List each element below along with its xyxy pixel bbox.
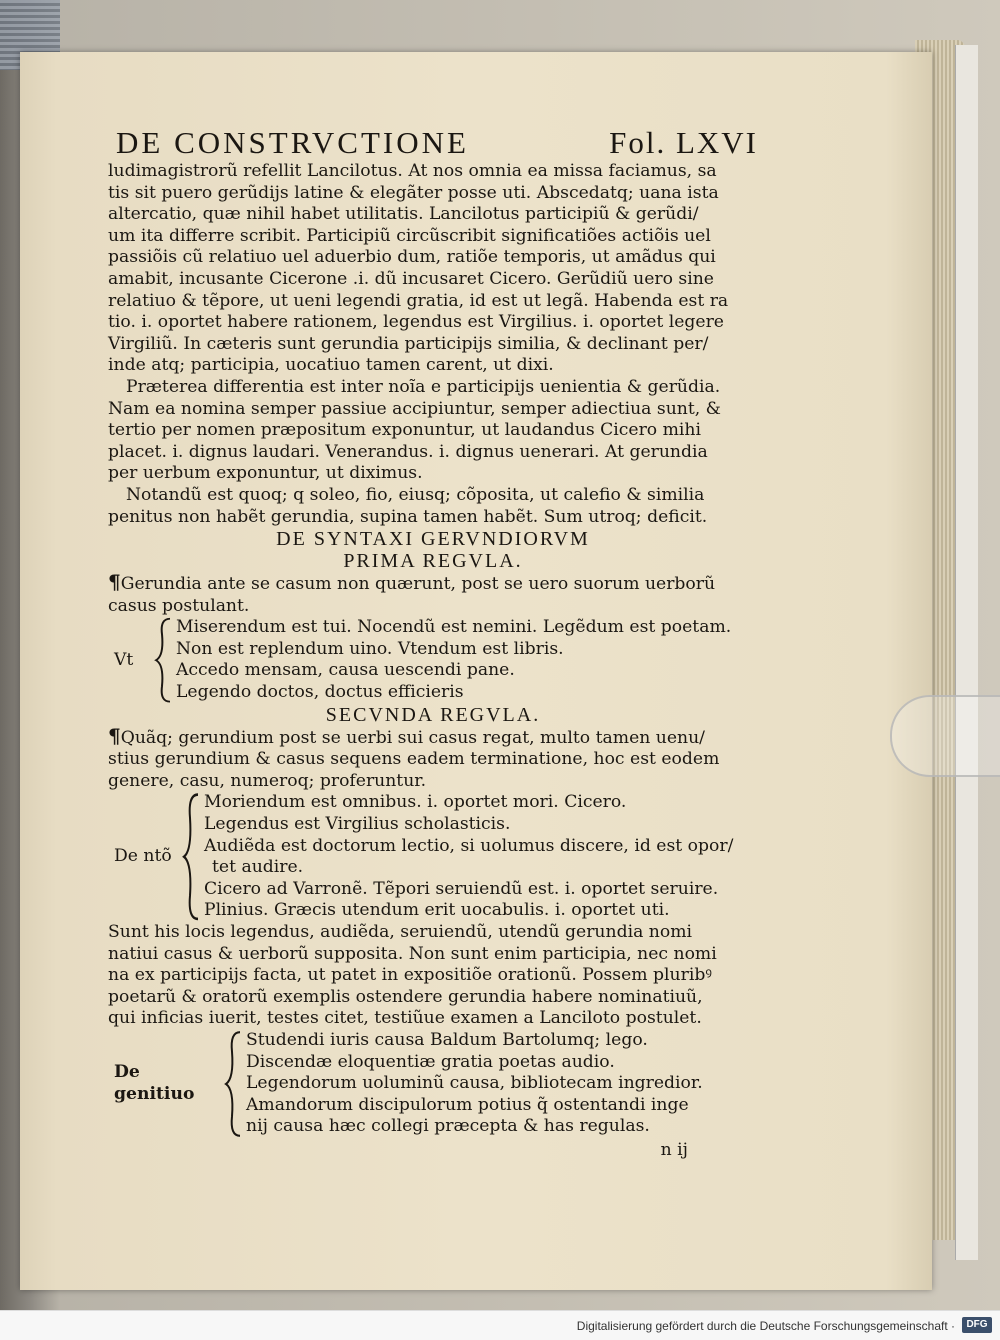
paragraph-3 xyxy=(108,485,758,528)
text-line: amabit, incusante Cicerone .i. dũ incusaret Cicero. Gerũdiũ uero sine xyxy=(108,268,714,289)
example-line: Audiẽda est doctorum lectio, si uolumus discere, id est opor/ xyxy=(204,835,734,856)
text-line: passiõis cũ relatiuo uel aduerbio dum, ratiõe temporis, ut amãdus qui xyxy=(108,247,716,268)
example-line: Moriendum est omnibus. i. oportet mori. Cicero. xyxy=(204,792,627,813)
pilcrow-icon: ¶ xyxy=(108,723,121,748)
curly-brace-icon xyxy=(182,792,200,922)
text-line: na ex participijs facta, ut patet in expositiõe orationũ. Possem pluribꝰ xyxy=(108,965,712,986)
example-line: Plinius. Græcis utendum erit uocabulis. i. oportet uti. xyxy=(204,900,670,921)
example-line: Amandorum discipulorum potius q̃ ostentandi inge xyxy=(246,1094,689,1115)
text-line: tio. i. oportet habere rationem, legendus est Virgilius. i. oportet legere xyxy=(108,312,724,333)
text-line: Gerundia ante se casum non quærunt, post se uero suorum uerborũ xyxy=(120,574,716,595)
footer-credit: Digitalisierung gefördert durch die Deutsche Forschungsgemeinschaft · xyxy=(576,1319,955,1333)
genitive-examples xyxy=(114,1030,758,1138)
dfg-logo[interactable]: DFG xyxy=(962,1317,992,1333)
example-line: Cicero ad Varronẽ. Tẽpori seruiendũ est. i. oportet seruire. xyxy=(204,878,719,899)
rule-2-title: SECVNDA REGVLA. xyxy=(325,703,541,726)
text-line: genere, casu, numeroq; proferuntur. xyxy=(108,770,427,791)
footer-bar xyxy=(0,1310,1000,1340)
page-clip xyxy=(890,695,1000,777)
page-text xyxy=(108,125,758,1162)
text-line: casus postulant. xyxy=(108,595,250,616)
example-line: Non est replendum uino. Vtendum est libris. xyxy=(176,638,564,659)
text-line: poetarũ & oratorũ exemplis ostendere gerundia habere nominatiuũ, xyxy=(108,986,703,1007)
rule-1-examples xyxy=(114,617,758,703)
brace-label: De genitiuo xyxy=(114,1062,195,1104)
paragraph-1 xyxy=(108,161,758,377)
text-line: stius gerundium & casus sequens eadem terminatione, hoc est eodem xyxy=(108,749,720,770)
folio-number: Fol. LXVI xyxy=(609,125,758,160)
text-line: ludimagistrorũ refellit Lancilotus. At nos omnia ea missa faciamus, sa xyxy=(108,161,717,181)
rule-2-text xyxy=(108,723,758,793)
paragraph-2 xyxy=(108,377,758,485)
text-line: Quãq; gerundium post se uerbi sui casus regat, multo tamen uenu/ xyxy=(120,727,705,748)
text-line: tis sit puero gerũdijs latine & elegãter posse uti. Abscedatq; uana ista xyxy=(108,182,719,203)
rule-2-examples xyxy=(114,792,758,922)
pilcrow-icon: ¶ xyxy=(108,570,121,595)
example-line: Accedo mensam, causa uescendi pane. xyxy=(176,660,515,681)
text-line: inde atq; participia, uocatiuo tamen carent, ut dixi. xyxy=(108,355,554,376)
text-line: tertio per nomen præpositum exponuntur, ut laudandus Cicero mihi xyxy=(108,420,701,441)
text-line: natiui casus & uerborũ supposita. Non sunt enim participia, nec nomi xyxy=(108,943,717,964)
text-line: altercatio, quæ nihil habet utilitatis. Lancilotus participiũ & gerũdi/ xyxy=(108,204,699,225)
text-line: Præterea differentia est inter noĩa e participijs uenientia & gerũdia. xyxy=(126,376,721,397)
text-line: Notandũ est quoq; q soleo, fio, eiusq; cõposita, ut calefio & similia xyxy=(126,484,705,505)
example-line: Studendi iuris causa Baldum Bartolumq; lego. xyxy=(246,1029,648,1050)
brace-label: Vt xyxy=(114,649,134,670)
rule-1-title: PRIMA REGVLA. xyxy=(343,550,523,573)
example-line: tet audire. xyxy=(212,857,304,878)
brace-label: De ntõ xyxy=(114,846,172,867)
text-line: um ita differre scribit. Participiũ circũscribit significatiões actiõis uel xyxy=(108,225,711,246)
example-line: Legendo doctos, doctus efficieris xyxy=(176,682,464,703)
text-line: penitus non habẽt gerundia, supina tamen habẽt. Sum utroq; deficit. xyxy=(108,506,708,527)
running-header xyxy=(116,125,758,161)
curly-brace-icon xyxy=(154,617,172,703)
curly-brace-icon xyxy=(224,1030,242,1138)
example-line: Legendus est Virgilius scholasticis. xyxy=(204,814,511,835)
text-line: Virgiliũ. In cæteris sunt gerundia participijs similia, & declinant per/ xyxy=(108,333,709,354)
text-line: placet. i. dignus laudari. Venerandus. i. dignus uenerari. At gerundia xyxy=(108,441,708,462)
rule-1-text xyxy=(108,572,758,617)
example-line: Miserendum est tui. Nocendũ est nemini. Legẽdum est poetam. xyxy=(176,617,732,638)
running-title: DE CONSTRVCTIONE xyxy=(116,125,469,160)
text-line: Nam ea nomina semper passiue accipiuntur, semper adiectiua sunt, & xyxy=(108,398,721,419)
signature-mark: n ij xyxy=(660,1139,688,1160)
example-line: Discendæ eloquentiæ gratia poetas audio. xyxy=(246,1051,615,1072)
text-line: qui inficias iuerit, testes citet, testiũue examen a Lanciloto postulet. xyxy=(108,1008,702,1029)
text-line: per uerbum exponuntur, ut diximus. xyxy=(108,463,423,484)
text-line: relatiuo & tẽpore, ut ueni legendi gratia, id est ut legã. Habenda est ra xyxy=(108,290,729,311)
example-line: nij causa hæc collegi præcepta & has regulas. xyxy=(246,1116,650,1137)
paragraph-4 xyxy=(108,922,758,1030)
section-title: DE SYNTAXI GERVNDIORVM xyxy=(276,528,590,551)
book-cover-edge xyxy=(955,45,978,1260)
example-line: Legendorum uoluminũ causa, bibliotecam ingredior. xyxy=(246,1073,703,1094)
text-line: Sunt his locis legendus, audiẽda, seruiendũ, utendũ gerundia nomi xyxy=(108,922,692,942)
